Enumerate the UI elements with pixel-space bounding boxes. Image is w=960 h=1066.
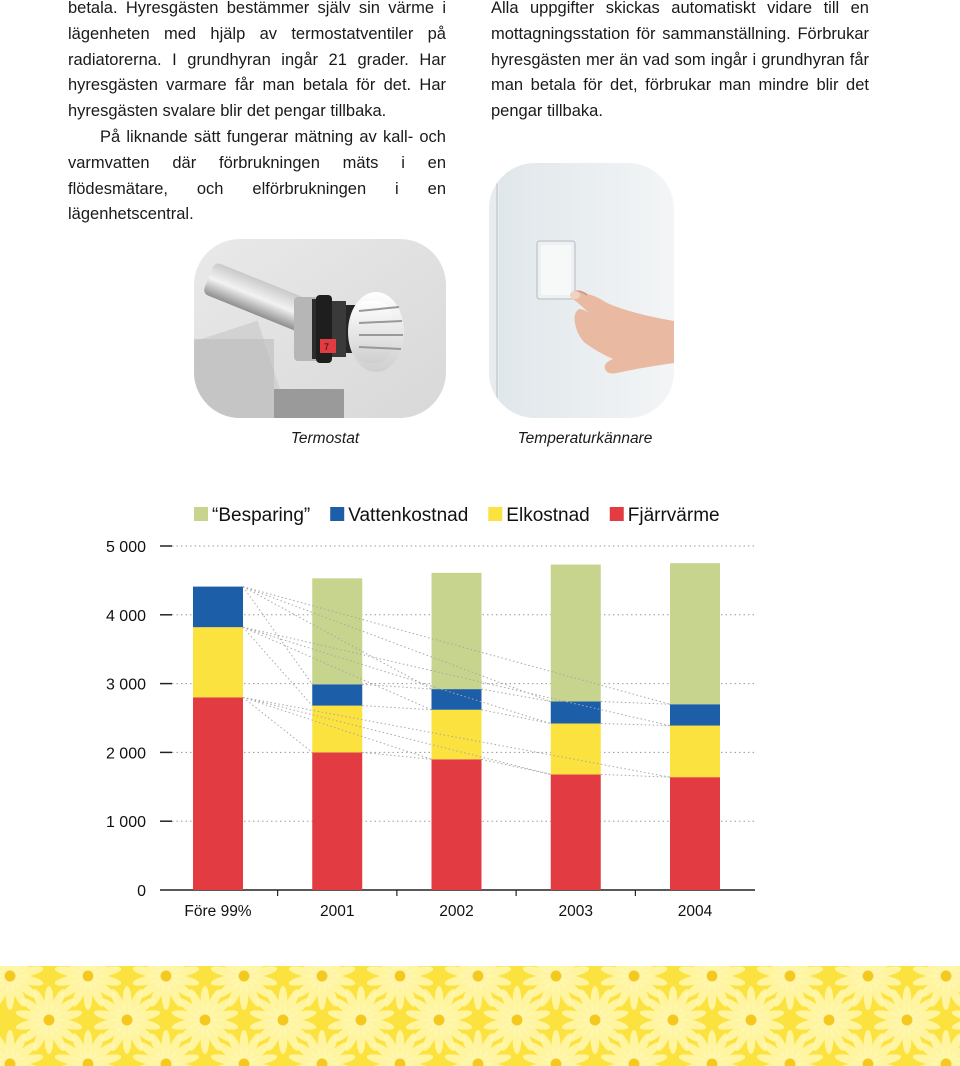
left-text-column xyxy=(68,0,446,228)
bar-segment xyxy=(670,726,720,778)
connector-line xyxy=(601,774,670,777)
bar-segment xyxy=(193,697,243,890)
bar-segment xyxy=(193,627,243,697)
connector-line xyxy=(482,710,551,724)
connector-line xyxy=(243,587,551,702)
temperature-sensor-caption: Temperaturkännare xyxy=(517,430,653,447)
y-tick-label: 5 000 xyxy=(105,539,146,556)
legend-label: Vattenkostnad xyxy=(348,505,469,526)
connector-line xyxy=(243,627,312,705)
bar-segment xyxy=(312,578,362,684)
legend-label: Fjärrvärme xyxy=(627,505,720,526)
bar-segment xyxy=(551,565,601,702)
bar-segment xyxy=(312,752,362,890)
bar-segment xyxy=(312,706,362,753)
y-tick-label: 4 000 xyxy=(105,607,146,625)
right-text-column xyxy=(491,0,869,125)
legend-label: “Besparing” xyxy=(212,505,311,526)
connector-line xyxy=(243,587,312,685)
bar-segment xyxy=(312,684,362,705)
bar-segment xyxy=(432,573,482,689)
bar-segment xyxy=(670,563,720,704)
thermostat-caption: Termostat xyxy=(290,430,360,447)
connector-line xyxy=(482,759,551,774)
right-paragraph-1: Alla uppgifter skickas automatiskt vidare till en mottagningsstation för sammanställning. Förbrukar hyresgästen mer än vad som ingår i grundhyran får man betala för det, förbrukar man mindre blir det pengar tillbaka. xyxy=(491,0,869,121)
bar-segment xyxy=(551,701,601,723)
legend-swatch xyxy=(610,507,624,521)
left-paragraph-2: På liknande sätt fungerar mätning av kall- och varmvatten där förbrukningen mäts i en flödesmätare, och elförbrukningen i en lägenhetscentral. xyxy=(68,127,446,224)
temperature-sensor-photo xyxy=(489,163,674,418)
legend-label: Elkostnad xyxy=(506,505,590,526)
bar-segment xyxy=(432,689,482,710)
y-tick-label: 0 xyxy=(137,883,146,900)
bar-segment xyxy=(551,774,601,890)
x-tick-label: 2001 xyxy=(320,903,355,920)
y-tick-label: 1 000 xyxy=(105,814,146,832)
left-paragraph-1: betala. Hyresgästen bestämmer själv sin värme i lägenheten med hjälp av termostatventiler på radiatorerna. I grundhyran ingår 21 grader. Har hyresgästen varmare får man betala för det. Har hyresgästen svalare blir det pengar tillbaka. xyxy=(68,0,446,121)
bar-segment xyxy=(551,724,601,775)
bar-segment xyxy=(670,704,720,725)
x-tick-label: 2004 xyxy=(677,903,713,920)
bar-segment xyxy=(193,587,243,628)
connector-line xyxy=(362,684,431,689)
flower-pattern-band xyxy=(0,966,960,1066)
thermostat-photo xyxy=(194,239,446,418)
y-tick-label: 3 000 xyxy=(105,676,146,694)
cost-chart xyxy=(0,490,960,930)
bar-segment xyxy=(432,759,482,890)
bar-segment xyxy=(670,777,720,890)
x-tick-label: 2002 xyxy=(439,903,474,920)
bar-segment xyxy=(432,710,482,760)
connector-line xyxy=(601,701,670,704)
connector-line xyxy=(601,724,670,726)
legend-swatch xyxy=(330,507,344,521)
connector-line xyxy=(243,697,312,752)
connector-line xyxy=(243,627,551,723)
x-tick-label: 2003 xyxy=(558,903,593,920)
legend-swatch xyxy=(488,507,502,521)
thermostat-dial-number: 7 xyxy=(324,342,330,352)
legend-swatch xyxy=(194,507,208,521)
y-tick-label: 2 000 xyxy=(105,745,146,763)
connector-line xyxy=(243,697,551,774)
connector-line xyxy=(362,752,431,759)
x-tick-label: Före 99% xyxy=(184,903,252,920)
connector-line xyxy=(362,706,431,710)
